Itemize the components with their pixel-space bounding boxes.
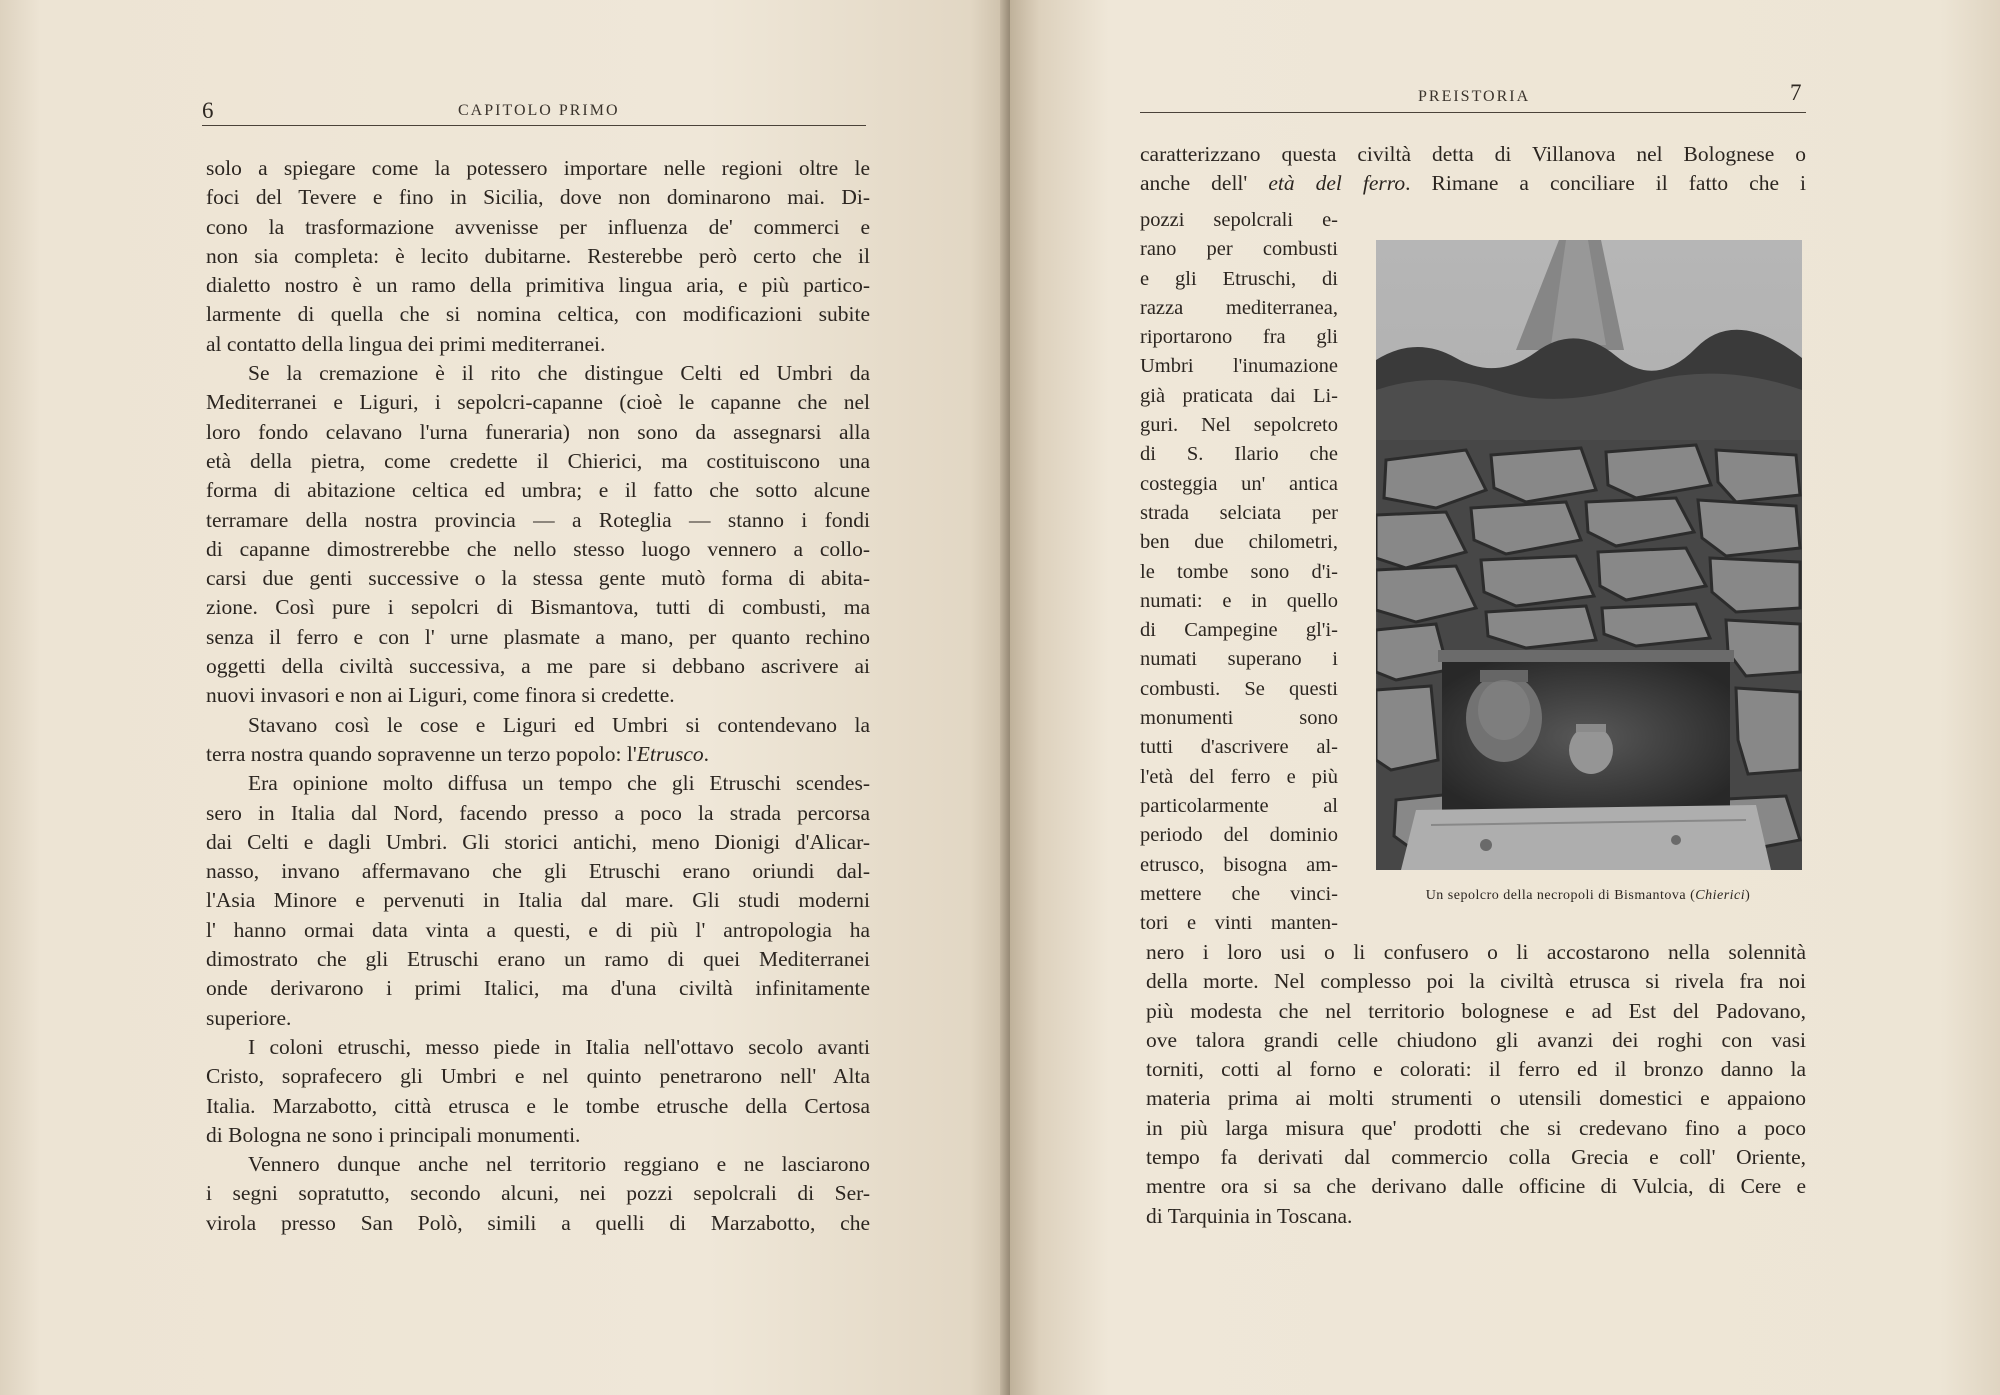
text-line: più modesta che nel territorio bolognese e ad Est del Padovano, (1146, 998, 1806, 1023)
text-line: combusti. Se questi (1140, 677, 1338, 700)
text-line: foci del Tevere e fino in Sicilia, dove non dominarono mai. Di- (206, 185, 870, 210)
right-page-column-text (1140, 206, 1338, 938)
tomb-photo-drawing (1376, 240, 1802, 870)
text-line: strada selciata per (1140, 501, 1338, 524)
text-line: Mediterranei e Liguri, i sepolcri-capanne (cioè le capanne che nel (206, 390, 870, 415)
text-line: senza il ferro e con l' urne plasmate a mano, per quanto rechino (206, 624, 870, 649)
text-line: di S. Ilario che (1140, 443, 1338, 466)
text-line: riportarono fra gli (1140, 326, 1338, 349)
italic-term: età del ferro (1268, 171, 1406, 196)
text-line: di Bologna ne sono i principali monumenti. (206, 1122, 581, 1147)
text-line: di capanne dimostrerebbe che nello stesso luogo vennero a collo- (206, 536, 870, 561)
text-line: zione. Così pure i sepolcri di Bismantova, tutti di combusti, ma (206, 595, 870, 620)
text-line: Cristo, soprafecero gli Umbri e nel quinto penetrarono nell' Alta (206, 1064, 870, 1089)
text-line: superiore. (206, 1005, 292, 1030)
italic-term: Etrusco (636, 741, 704, 766)
text-line: nasso, invano affermavano che gli Etruschi erano oriundi dal- (206, 859, 870, 884)
text-line: etrusco, bisogna am- (1140, 853, 1338, 876)
text-line: ben due chilometri, (1140, 531, 1338, 554)
header-rule-right (1140, 112, 1806, 113)
text-line: nero i loro usi o li confusero o li accostarono nella solennità (1146, 940, 1806, 964)
text-line: particolarmente al (1140, 794, 1338, 817)
text-line: tori e vinti manten- (1140, 912, 1338, 935)
text-line: solo a spiegare come la potessero importare nelle regioni oltre le (206, 156, 870, 180)
text-line: monumenti sono (1140, 707, 1338, 730)
text-segment: . Rimane a conciliare il fatto che i (1405, 171, 1807, 196)
left-page-body (206, 154, 870, 1238)
text-line: Se la cremazione è il rito che distingue Celti ed Umbri da (248, 361, 870, 386)
text-line: sero in Italia dal Nord, facendo presso a poco la strada percorsa (206, 800, 870, 825)
photo-caption (1370, 888, 1806, 904)
text-line: periodo del dominio (1140, 824, 1338, 847)
caption-close: ) (1745, 888, 1751, 903)
text-line: forma di abitazione celtica ed umbra; e il fatto che sotto alcune (206, 478, 870, 503)
text-line: l' hanno ormai data vinta a questi, e di più l' antropologia ha (206, 917, 870, 942)
text-line: della morte. Nel complesso poi la civiltà etrusca si rivela fra noi (1146, 969, 1806, 994)
text-segment: anche dell' (1140, 171, 1269, 196)
text-line: non sia completa: è lecito dubitarne. Resterebbe però certo che il (206, 243, 870, 268)
text-line: terra nostra quando sopravenne un terzo popolo: l'Etrusco. (206, 741, 710, 766)
text-segment: terra nostra quando sopravenne un terzo popolo: l' (206, 741, 637, 766)
text-line: onde derivarono i primi Italici, ma d'una civiltà infinitamente (206, 976, 870, 1001)
right-page-top-text (1140, 140, 1806, 199)
running-head-right: PREISTORIA (1418, 88, 1531, 105)
text-line: terramare della nostra provincia — a Roteglia — stanno i fondi (206, 507, 870, 532)
text-line: mettere che vinci- (1140, 882, 1338, 905)
header-rule-left (202, 125, 866, 126)
text-line: al contatto della lingua dei primi mediterranei. (206, 331, 606, 356)
text-line: in più larga misura que' prodotti che si credevano fino a poco (1146, 1115, 1806, 1140)
text-line: tutti d'ascrivere al- (1140, 736, 1338, 759)
text-line: pozzi sepolcrali e- (1140, 209, 1338, 231)
text-line: I coloni etruschi, messo piede in Italia nell'ottavo secolo avanti (248, 1034, 870, 1059)
text-line: di Tarquinia in Toscana. (1146, 1203, 1353, 1228)
page-number-left: 6 (202, 98, 214, 123)
text-line: larmente di quella che si nomina celtica, con modificazioni subite (206, 302, 870, 327)
text-line: Italia. Marzabotto, città etrusca e le tombe etrusche della Certosa (206, 1093, 870, 1118)
text-line: mentre ora si sa che derivano dalle officine di Vulcia, di Cere e (1146, 1174, 1806, 1199)
text-line: Era opinione molto diffusa un tempo che gli Etruschi scendes- (248, 771, 870, 796)
text-line: le tombe sono d'i- (1140, 560, 1338, 583)
text-line: dai Celti e dagli Umbri. Gli storici antichi, meno Dionigi d'Alicar- (206, 829, 870, 854)
text-line: torniti, cotti al forno e colorati: il ferro ed il bronzo danno la (1146, 1057, 1806, 1082)
text-line: razza mediterranea, (1140, 296, 1338, 319)
tomb-photograph (1376, 240, 1802, 870)
page-number-right: 7 (1790, 80, 1802, 105)
text-line: costeggia un' antica (1140, 472, 1338, 495)
text-line: Vennero dunque anche nel territorio reggiano e ne lasciarono (248, 1152, 870, 1177)
text-line: caratterizzano questa civiltà detta di Villanova nel Bolognese o (1140, 142, 1806, 166)
text-line: numati: e in quello (1140, 589, 1338, 612)
text-line: e gli Etruschi, di (1140, 267, 1338, 290)
text-line: guri. Nel sepolcreto (1140, 414, 1338, 437)
right-page-bottom-text (1146, 938, 1806, 1231)
text-line: Stavano così le cose e Liguri ed Umbri si contendevano la (248, 712, 870, 737)
text-line: nuovi invasori e non ai Liguri, come finora si credette. (206, 683, 675, 708)
text-line: rano per combusti (1140, 238, 1338, 261)
text-line: oggetti della civiltà successiva, a me pare si debbano ascrivere ai (206, 654, 870, 679)
running-head-left: CAPITOLO PRIMO (458, 102, 620, 119)
text-line: carsi due genti successive o la stessa gente mutò forma di abita- (206, 566, 870, 591)
text-line: l'età del ferro e più (1140, 765, 1338, 788)
text-line: dialetto nostro è un ramo della primitiva lingua aria, e più partico- (206, 273, 870, 298)
text-line: loro fondo celavano l'urna funeraria) non sono da assegnarsi alla (206, 419, 870, 444)
text-line: di Campegine gl'i- (1140, 619, 1338, 642)
text-line: Umbri l'inumazione (1140, 355, 1338, 378)
text-line: dimostrato che gli Etruschi erano un ramo di quei Mediterranei (206, 947, 870, 972)
text-line: cono la trasformazione avvenisse per influenza de' commerci e (206, 214, 870, 239)
text-line (1140, 169, 1806, 198)
text-line: età della pietra, come credette il Chierici, ma costituiscono una (206, 448, 870, 473)
caption-author: Chierici (1695, 888, 1746, 903)
caption-text: Un sepolcro della necropoli di Bismantova ( (1425, 888, 1696, 903)
text-line: ove talora grandi celle chiudono gli avanzi dei roghi con vasi (1146, 1027, 1806, 1052)
text-line: già praticata dai Li- (1140, 384, 1338, 407)
text-line: virola presso San Polò, simili a quelli di Marzabotto, che (206, 1210, 870, 1235)
text-line: materia prima ai molti strumenti o utensili domestici e appaiono (1146, 1086, 1806, 1111)
text-line: i segni sopratutto, secondo alcuni, nei pozzi sepolcrali di Ser- (206, 1181, 870, 1206)
text-line: numati superano i (1140, 648, 1338, 671)
text-line: l'Asia Minore e pervenuti in Italia dal mare. Gli studi moderni (206, 888, 870, 913)
text-line: tempo fa derivati dal commercio colla Grecia e coll' Oriente, (1146, 1145, 1806, 1170)
